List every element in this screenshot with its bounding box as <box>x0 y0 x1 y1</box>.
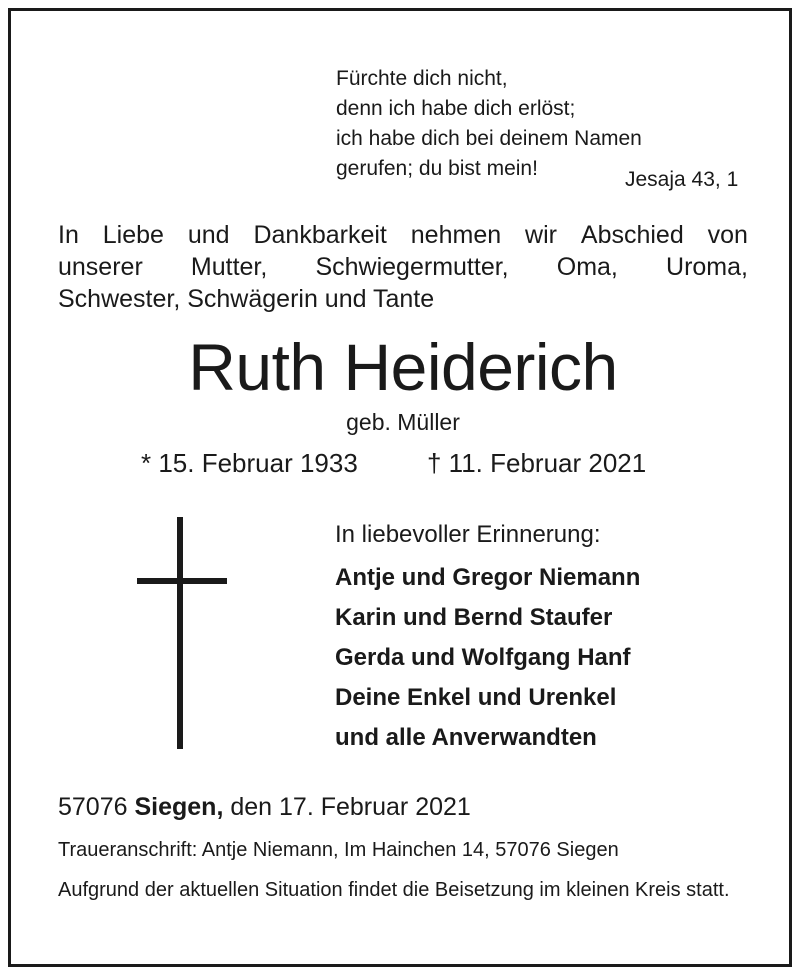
intro-word: Uroma, <box>666 253 748 281</box>
obituary-notice <box>8 8 792 967</box>
intro-line-3: Schwester, Schwägerin und Tante <box>58 285 435 313</box>
mourning-address: Traueranschrift: Antje Niemann, Im Hainchen 14, 57076 Siegen <box>58 839 619 861</box>
intro-word: Dankbarkeit <box>253 221 387 249</box>
intro-word: Oma, <box>556 253 618 281</box>
cross-vertical-beam <box>177 517 183 749</box>
cross-horizontal-beam <box>137 578 227 584</box>
mourner-family: Deine Enkel und Urenkel <box>335 684 617 711</box>
mourners-block <box>335 518 640 758</box>
mourner-family: und alle Anverwandten <box>335 724 597 751</box>
intro-word: von <box>707 221 748 249</box>
city: Siegen, <box>134 793 224 821</box>
intro-word: unserer <box>58 253 143 281</box>
mourner-family: Karin und Bernd Staufer <box>335 604 613 631</box>
intro-line-1 <box>58 219 748 251</box>
notice-date: den 17. Februar 2021 <box>230 793 471 821</box>
intro-word: In <box>58 221 79 249</box>
place-and-date <box>58 793 471 822</box>
farewell-intro <box>58 219 748 315</box>
latin-cross-icon <box>137 517 227 749</box>
deceased-name: Ruth Heiderich <box>188 330 618 404</box>
intro-word: Schwiegermutter, <box>315 253 509 281</box>
verse-line: gerufen; du bist mein! <box>336 157 538 180</box>
intro-word: Mutter, <box>190 253 268 281</box>
verse-line: ich habe dich bei deinem Namen <box>336 127 642 150</box>
mourner-family: Gerda und Wolfgang Hanf <box>335 644 631 671</box>
intro-word: nehmen <box>410 221 502 249</box>
birth-date: * 15. Februar 1933 <box>141 448 358 478</box>
intro-word: Liebe <box>102 221 164 249</box>
intro-word: wir <box>525 221 557 249</box>
mourners-heading: In liebevoller Erinnerung: <box>335 521 601 548</box>
intro-word: Abschied <box>580 221 684 249</box>
intro-line-2 <box>58 251 748 283</box>
death-date: † 11. Februar 2021 <box>427 448 647 478</box>
verse-line: Fürchte dich nicht, <box>336 67 508 90</box>
verse-line: denn ich habe dich erlöst; <box>336 97 576 120</box>
bible-verse <box>336 64 642 184</box>
verse-reference: Jesaja 43, 1 <box>625 168 739 191</box>
postcode: 57076 <box>58 793 128 821</box>
maiden-name: geb. Müller <box>346 409 460 435</box>
mourner-family: Antje und Gregor Niemann <box>335 564 641 591</box>
intro-word: und <box>187 221 230 249</box>
burial-notice: Aufgrund der aktuellen Situation findet die Beisetzung im kleinen Kreis statt. <box>58 879 730 901</box>
